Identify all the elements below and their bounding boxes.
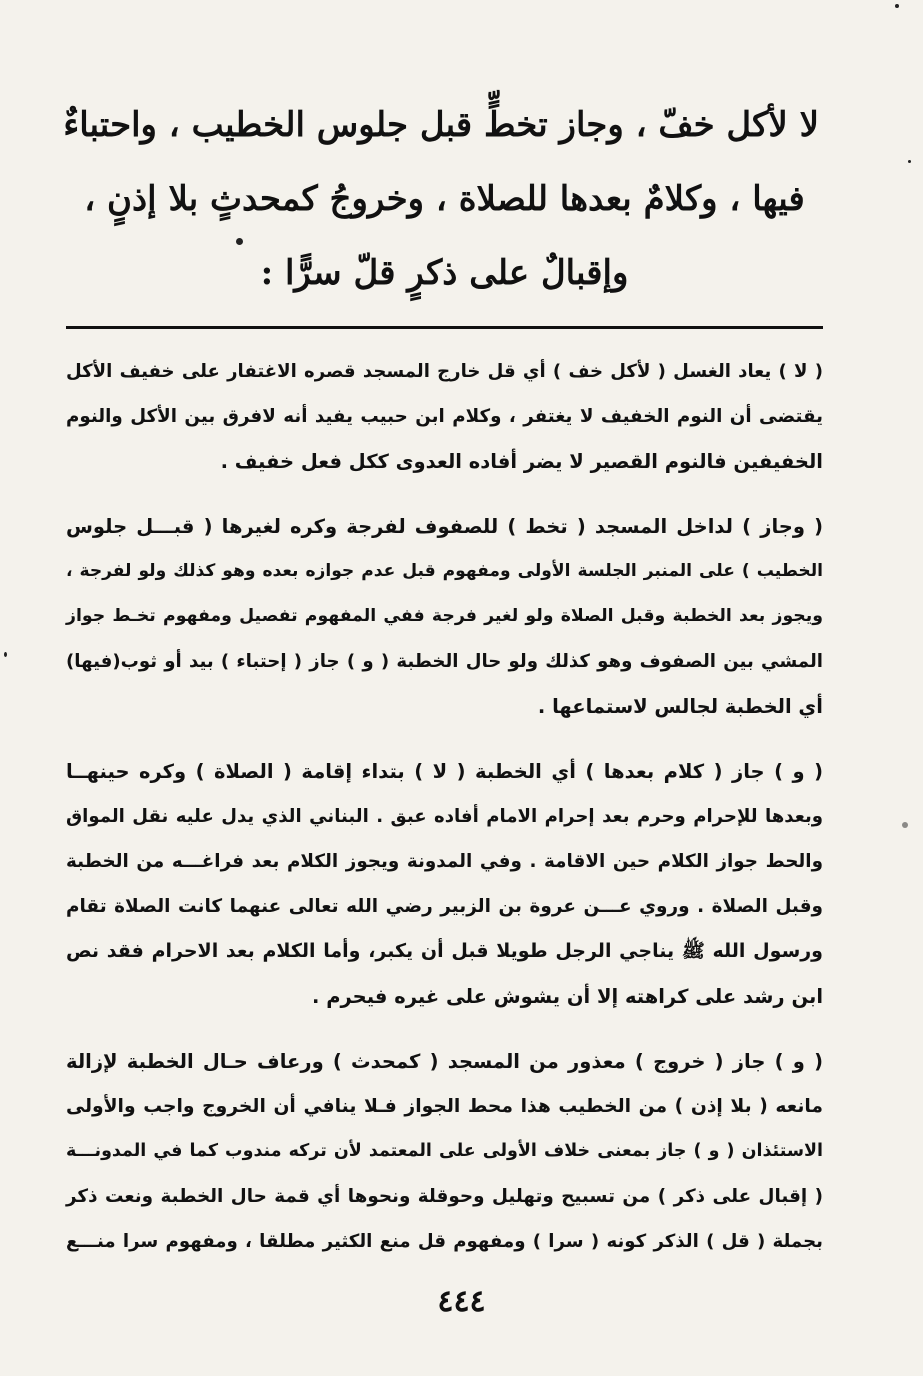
commentary-line: بجملة ( قل ) الذكر كونه ( سرا ) ومفهوم قل منع الكثير مطلقا ، ومفهوم سرا منـــع	[66, 1231, 823, 1252]
matn-line: وإقبالٌ على ذكرٍ قلّ سرًّا :	[260, 253, 629, 293]
section-divider	[66, 326, 823, 329]
commentary-paragraph	[66, 349, 823, 484]
commentary-paragraph	[66, 504, 823, 729]
commentary-line: ( لا ) يعاد الغسل ( لأكل خف ) أي قل خارج المسجد قصره الاغتفار على خفيف الأكل	[66, 361, 823, 382]
matn-line: لا لأكل خفّ ، وجاز تخطٍّ قبل جلوس الخطيب ، واحتباءٌ	[63, 105, 819, 145]
commentary-line: وقبل الصلاة . وروي عـــن عروة بن الزبير رضي الله تعالى عنهما كانت الصلاة تقام	[66, 896, 823, 917]
commentary-line: ( وجاز ) لداخل المسجد ( تخط ) للصفوف لفرجة وكره لغيرها ( قبـــل جلوس	[66, 515, 823, 538]
commentary-line: ( و ) جاز ( كلام بعدها ) أي الخطبة ( لا ) بتداء إقامة ( الصلاة ) وكره حينهــا	[66, 760, 823, 783]
commentary-text	[66, 349, 823, 1264]
commentary-line: الخطيب ) على المنبر الجلسة الأولى ومفهوم قبل عدم جوازه بعده وهو كذلك ولو لفرجة ،	[66, 561, 823, 581]
commentary-line: ورسول الله ﷺ يناجي الرجل طويلا قبل أن يكبر، وأما الكلام بعد الاحرام فقد نص	[66, 940, 823, 962]
commentary-line: والحط جواز الكلام حين الاقامة . وفي المدونة ويجوز الكلام بعد فراغـــه من الخطبة	[66, 851, 823, 872]
page-number: ٤٤٤	[437, 1284, 486, 1319]
commentary-line: ابن رشد على كراهته إلا أن يشوش على غيره فيحرم .	[312, 985, 823, 1008]
commentary-paragraph	[66, 1039, 823, 1264]
commentary-line: أي الخطبة لجالس لاستماعها .	[537, 695, 823, 718]
commentary-paragraph	[66, 749, 823, 1019]
scan-speck	[236, 238, 243, 245]
scan-speck	[4, 652, 7, 657]
commentary-line: ( و ) جاز ( خروج ) معذور من المسجد ( كمحدث ) ورعاف حـال الخطبة لإزالة	[66, 1050, 823, 1073]
commentary-line: يقتضى أن النوم الخفيف لا يغتفر ، وكلام ابن حبيب يفيد أنه لافرق بين الأكل والنوم	[66, 406, 823, 427]
commentary-line: المشي بين الصفوف وهو كذلك ولو حال الخطبة ( و ) جاز ( إحتباء ) بيد أو ثوب(فيها)	[66, 651, 823, 672]
matn-text	[63, 88, 823, 310]
commentary-line: مانعه ( بلا إذن ) من الخطيب هذا محط الجواز فـلا ينافي أن الخروج واجب والأولى	[66, 1096, 823, 1117]
commentary-line: ويجوز بعد الخطبة وقبل الصلاة ولو لغير فرجة ففي المفهوم تفصيل ومفهوم تخـط جواز	[66, 606, 823, 626]
commentary-line: الخفيفين فالنوم القصير لا يضر أفاده العدوى ككل فعل خفيف .	[220, 450, 823, 473]
scan-speck	[895, 4, 899, 8]
scan-speck	[908, 160, 911, 163]
scan-speck	[902, 822, 908, 828]
commentary-line: الاستئذان ( و ) جاز بمعنى خلاف الأولى على المعتمد لأن تركه مندوب كما في المدونـــة	[66, 1141, 823, 1161]
matn-line: فيها ، وكلامٌ بعدها للصلاة ، وخروجُ كمحدثٍ بلا إذنٍ ،	[84, 179, 805, 219]
commentary-line: وبعدها للإحرام وحرم بعد إحرام الامام أفاده عبق . البناني الذي يدل عليه نقل المواق	[66, 806, 823, 827]
commentary-line: ( إقبال على ذكر ) من تسبيح وتهليل وحوقلة ونحوها أي قمة حال الخطبة ونعت ذكر	[66, 1186, 823, 1207]
